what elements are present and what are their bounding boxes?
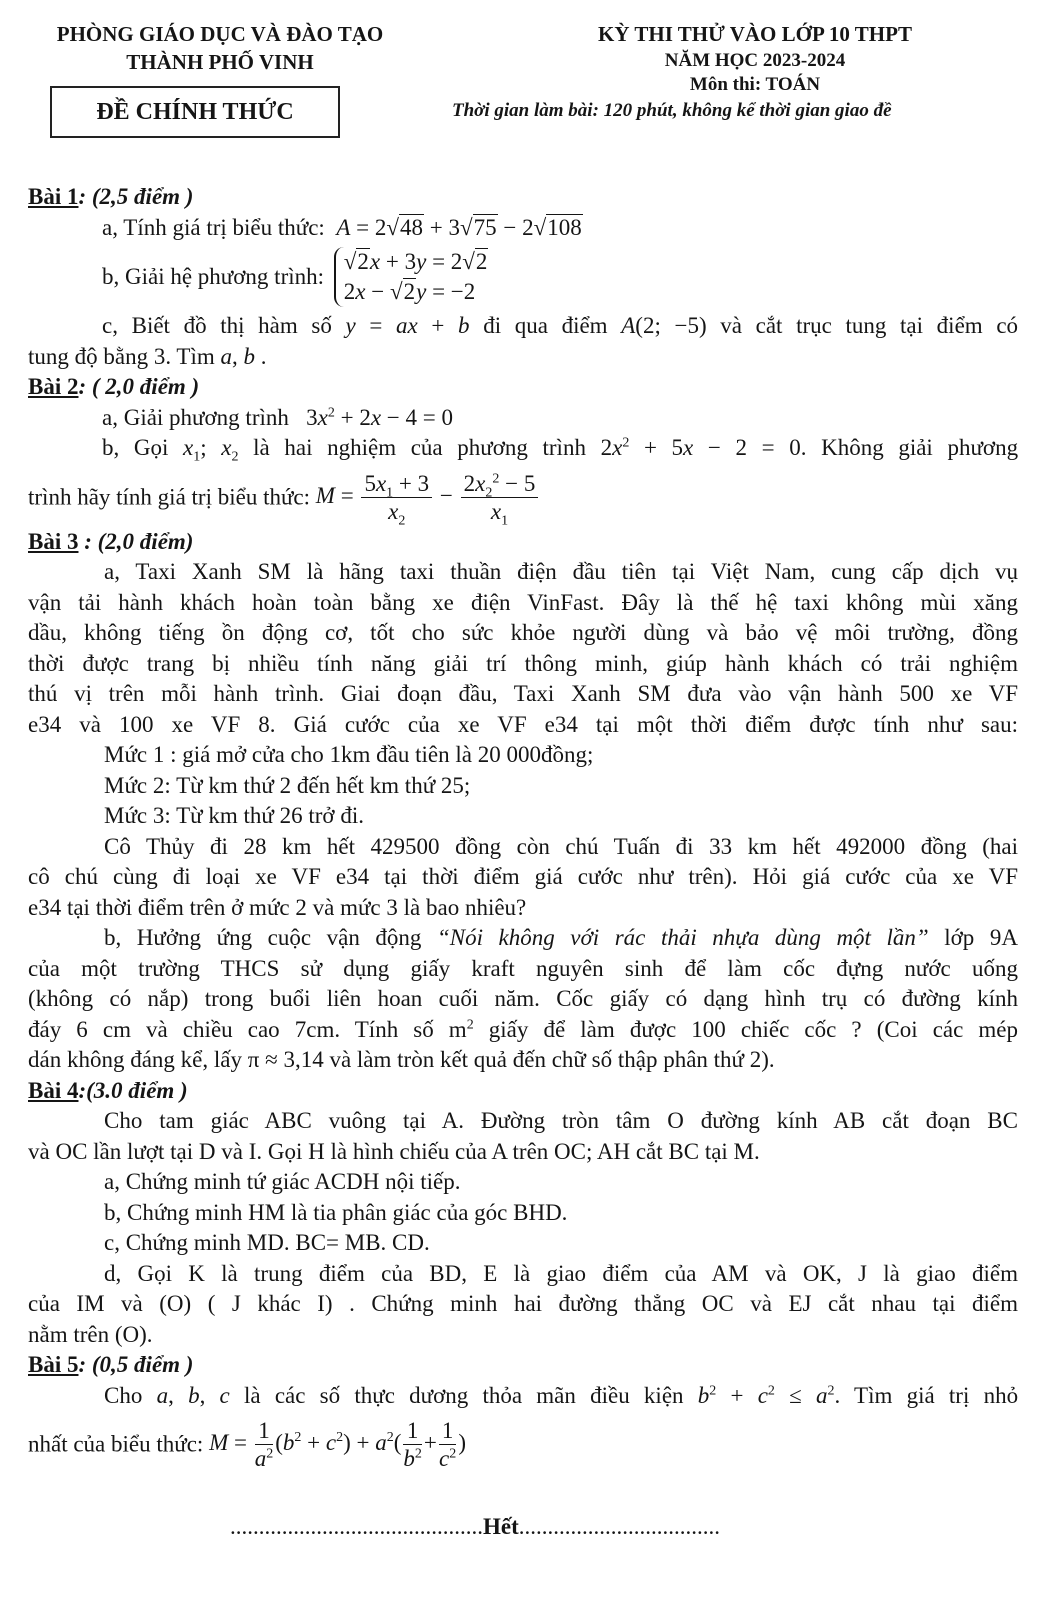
bai3-a-line: e34 và 100 xe VF 8. Giá cước của xe VF e34 tại một thời điểm được tính như sau: [28, 711, 1018, 737]
bai1-c-cont: tung độ bằng 3. Tìm a, b . [28, 343, 267, 369]
department-name: PHÒNG GIÁO DỤC VÀ ĐÀO TẠO [56, 22, 384, 46]
bai2-points: : ( 2,0 điểm ) [78, 374, 200, 399]
bai3-a-line: dầu, không tiếng ồn động cơ, tốt cho sức khỏe người dùng và bảo vệ môi trường, đồng [28, 620, 1018, 645]
bai4-line: nằm trên (O). [28, 1321, 153, 1347]
bai4-heading [28, 1076, 1018, 1107]
exam-content [28, 182, 1018, 1472]
city-name: THÀNH PHỐ VINH [126, 50, 314, 74]
bai4-line: a, Chứng minh tứ giác ACDH nội tiếp. [104, 1169, 461, 1194]
bai3-b-line: đáy 6 cm và chiều cao 7cm. Tính số $m^2$ giấy để làm được 100 chiếc cốc ? (Coi các mép [28, 1016, 1019, 1042]
bai3-a-line: vận tải hành khách hoàn toàn bằng xe điện VinFast. Đây là thế hệ taxi không mùi xăng [28, 589, 1018, 615]
bai3-a-line: thời được trang bị nhiều tính năng giải trí thông minh, giúp hành khách có trải nghiệm [28, 650, 1018, 676]
bai2-heading [28, 372, 1018, 403]
exam-title: KỲ THI THỬ VÀO LỚP 10 THPT [598, 22, 912, 46]
bai3-story-line: Cô Thủy đi 28 km hết 429500 đồng còn chú Tuấn đi 33 km hết 492000 đồng (hai [104, 833, 1018, 859]
equation-system: √2x + 3y = 2√2 2x − √2y = −2 [334, 247, 489, 307]
bai4-points: :(3.0 điểm ) [78, 1077, 188, 1103]
expression-a: A [336, 214, 351, 240]
fare-level: Mức 3: Từ km thứ 26 trở đi. [104, 803, 364, 828]
bai4-line: Cho tam giác ABC vuông tại A. Đường tròn tâm O đường kính AB cắt đoạn BC [104, 1108, 1018, 1133]
fare-level: Mức 1 : giá mở cửa cho 1km đầu tiên là 20 000đồng; [104, 742, 594, 767]
bai3-story-line: cô chú cùng đi loại xe VF e34 tại thời điểm giá cước như trên). Hỏi giá cước của xe VF [28, 864, 1018, 889]
bai3-b-first-line: b, Hưởng ứng cuộc vận động “Nói không với rác thải nhựa dùng một lần” lớp 9A [104, 925, 1018, 950]
fare-level: Mức 2: Từ km thứ 2 đến hết km thứ 25; [104, 772, 471, 798]
time-note: Thời gian làm bài: 120 phút, không kể thời gian giao đề [452, 100, 892, 121]
subject: Môn thi: TOÁN [689, 74, 821, 95]
bai3-title: Bài 3 [28, 528, 79, 554]
bai1-c: c, Biết đồ thị hàm số y = ax + b đi qua điểm A(2; −5) và cắt trục tung tại điểm có [102, 313, 1019, 338]
end-marker: ............................................Hết................................... [230, 1514, 721, 1539]
official-label-box: ĐỀ CHÍNH THỨC [50, 86, 340, 138]
bai4-line: c, Chứng minh MD. BC= MB. CD. [104, 1230, 430, 1255]
bai5-condition: Cho a, b, c là các số thực dương thỏa mãn điều kiện $b^2 + c^2 \le a^2$. Tìm giá trị nhỏ [104, 1382, 1019, 1408]
bai2-a: a, Giải phương trình $3x^2 + 2x - 4 = 0$ [102, 404, 453, 430]
bai4-line: và OC lần lượt tại D và I. Gọi H là hình chiếu của A trên OC; AH cắt BC tại M. [28, 1138, 760, 1164]
bai1-a: a, Tính giá trị biểu thức: A = 2√48 + 3√75 − 2√108 [102, 214, 582, 240]
bai3-heading [28, 527, 1018, 558]
bai5-points: : (0,5 điểm ) [78, 1352, 194, 1377]
bai3-a-line: thú vị trên mỗi hành trình. Giai đoạn đầu, Taxi Xanh SM đưa vào vận hành 500 xe VF [28, 681, 1018, 706]
bai1-title: Bài 1 [28, 184, 79, 209]
school-year: NĂM HỌC 2023-2024 [664, 50, 846, 71]
bai4-line: của IM và (O) ( J khác I) . Chứng minh hai đường thẳng OC và EJ cắt nhau tại điểm [28, 1291, 1018, 1316]
bai4-line: d, Gọi K là trung điểm của BD, E là giao điểm của AM và OK, J là giao điểm [104, 1260, 1018, 1286]
bai1-heading [28, 182, 1018, 213]
bai1-b: b, Giải hệ phương trình: √2x + 3y = 2√2 2x − √2y = −2 [28, 247, 1018, 307]
bai1-points: : (2,5 điểm ) [78, 184, 194, 209]
bai4-title: Bài 4 [28, 1077, 79, 1103]
bai2-title: Bài 2 [28, 374, 79, 399]
bai3-a-line: a, Taxi Xanh SM là hãng taxi thuần điện đầu tiên tại Việt Nam, cung cấp dịch vụ [104, 559, 1018, 584]
bai4-line: b, Chứng minh HM là tia phân giác của góc BHD. [104, 1199, 568, 1225]
bai3-b-line: của một trường THCS sử dụng giấy kraft nguyên sinh để làm cốc đựng nước uống [28, 955, 1018, 981]
bai3-b-line: (không có nắp) trong buổi liên hoan cuối năm. Cốc giấy có dạng hình trụ có đường kính [28, 986, 1018, 1011]
bai5-expression: nhất của biểu thức: M = $\frac{1}{a^2}$ $(b^2 + c^2) + a^2$( $\frac{1}{b^2}$ + $\frac{1}{c^2}$ ) [28, 1418, 467, 1471]
bai3-story-line: e34 tại thời điểm trên ở mức 2 và mức 3 là bao nhiêu? [28, 894, 527, 920]
end-text: Hết [483, 1514, 519, 1539]
bai3-points: : (2,0 điểm) [78, 528, 194, 554]
bai2-b: b, Gọi $x_1$; $x_2$ là hai nghiệm của phương trình $2x^2 + 5x - 2 = 0$. Không giải phương [102, 435, 1019, 465]
bai5-heading [28, 1350, 1018, 1381]
bai5-title: Bài 5 [28, 1352, 79, 1377]
bai3-b-line: dán không đáng kể, lấy π ≈ 3,14 và làm tròn kết quả đến chữ số thập phân thứ 2). [28, 1047, 775, 1072]
bai2-b-cont: trình hãy tính giá trị biểu thức: M = $\frac{5x_1 + 3}{x_2}$ − $\frac{2x_2^2 - 5}{x_1}$ [28, 470, 1018, 525]
campaign-quote: “Nói không với rác thải nhựa dùng một lần” [436, 925, 929, 950]
